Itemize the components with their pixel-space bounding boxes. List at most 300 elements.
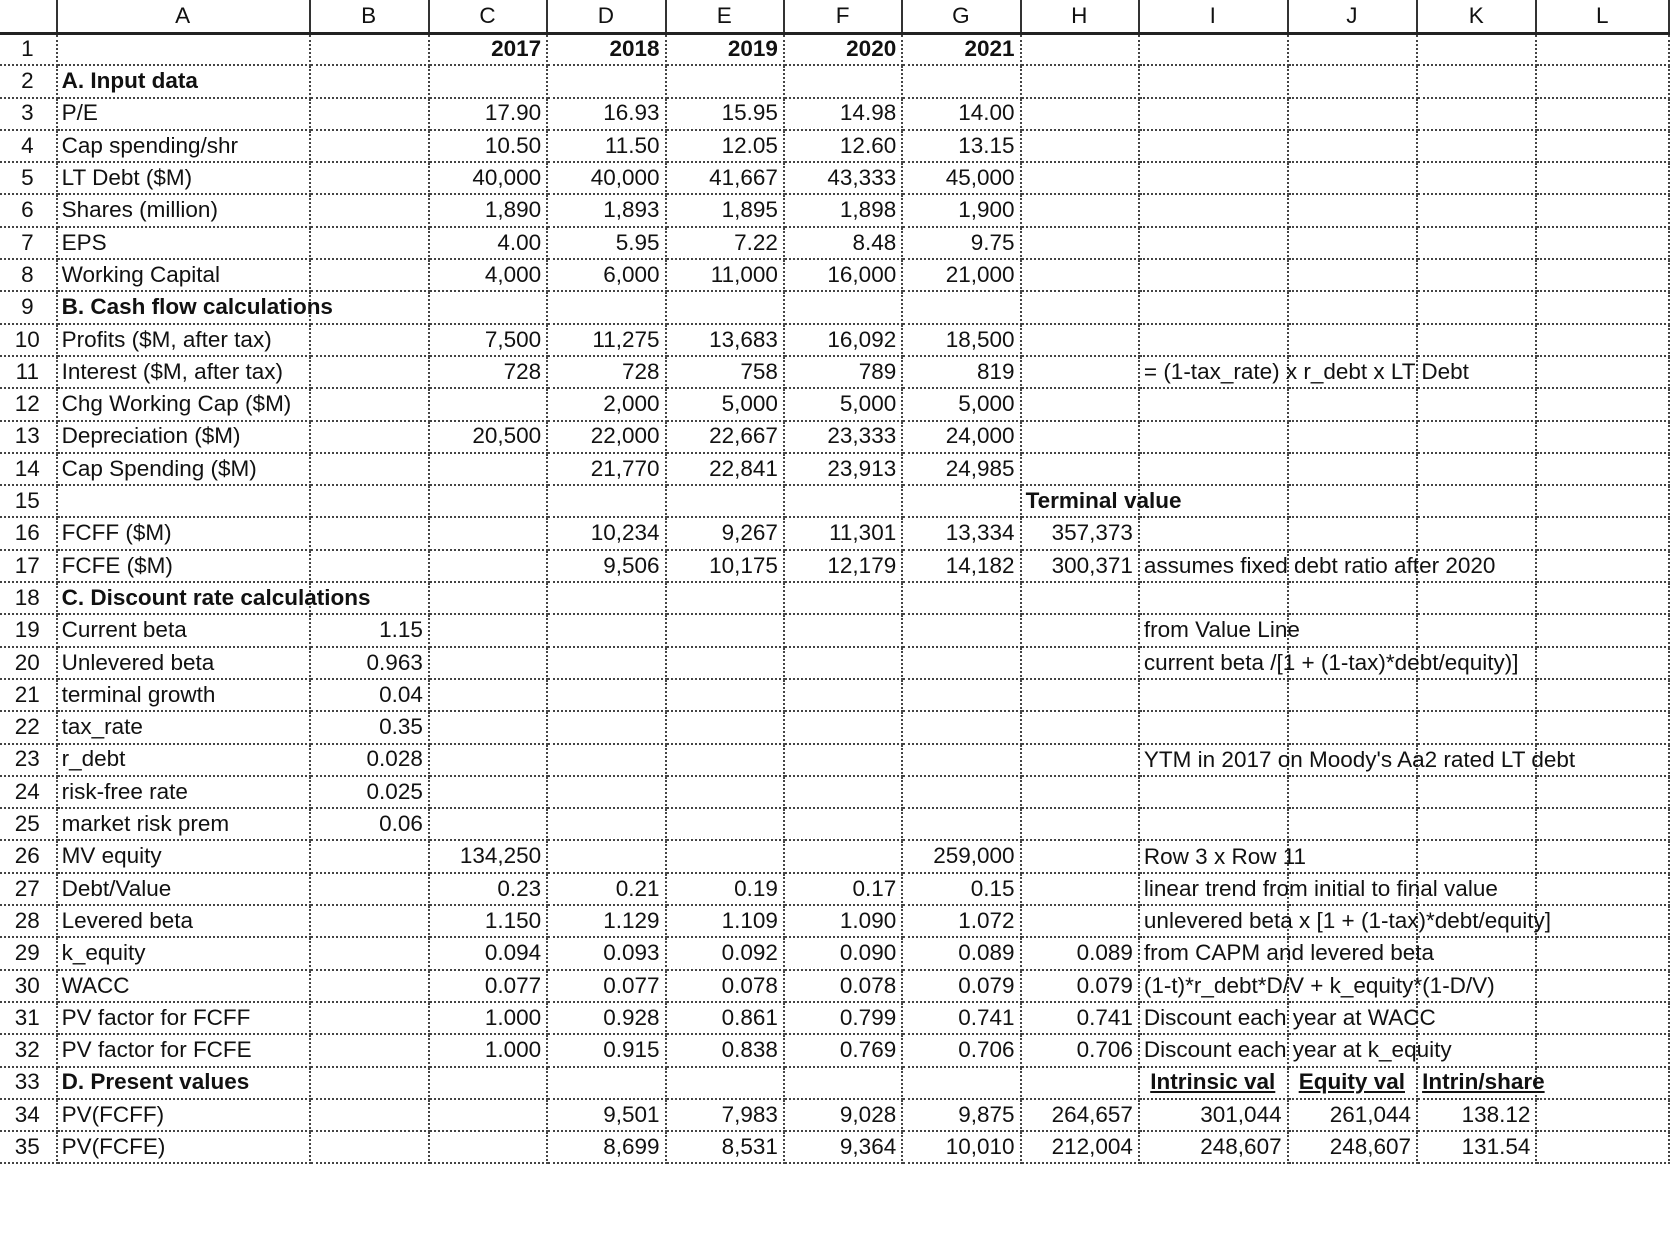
cell-f1[interactable]: 2020 <box>784 33 902 65</box>
cell-f28[interactable]: 1.090 <box>784 905 902 937</box>
cell-a27[interactable]: Debt/Value <box>57 873 310 905</box>
row-header[interactable]: 15 <box>0 485 57 517</box>
row-header[interactable]: 7 <box>0 227 57 259</box>
cell-g26[interactable]: 259,000 <box>902 840 1020 872</box>
column-header-l[interactable]: L <box>1536 0 1669 33</box>
cell-h5[interactable] <box>1021 162 1139 194</box>
cell-k2[interactable] <box>1417 65 1536 97</box>
cell-a28[interactable]: Levered beta <box>57 905 310 937</box>
cell-e35[interactable]: 8,531 <box>666 1131 784 1163</box>
row-header[interactable]: 27 <box>0 873 57 905</box>
cell-k10[interactable] <box>1417 324 1536 356</box>
cell-j22[interactable] <box>1288 711 1417 743</box>
cell-h28[interactable] <box>1021 905 1139 937</box>
cell-g35[interactable]: 10,010 <box>902 1131 1020 1163</box>
cell-f5[interactable]: 43,333 <box>784 162 902 194</box>
cell-d27[interactable]: 0.21 <box>547 873 665 905</box>
cell-d2[interactable] <box>547 65 665 97</box>
cell-i17[interactable] <box>1139 550 1496 582</box>
cell-d28[interactable]: 1.129 <box>547 905 665 937</box>
cell-j5[interactable] <box>1288 162 1417 194</box>
row-header[interactable]: 1 <box>0 33 57 65</box>
cell-k33[interactable]: Intrin/share <box>1417 1067 1536 1099</box>
cell-c15[interactable] <box>429 485 547 517</box>
column-header-h[interactable]: H <box>1021 0 1139 33</box>
cell-d8[interactable]: 6,000 <box>547 259 665 291</box>
cell-g5[interactable]: 45,000 <box>902 162 1020 194</box>
cell-d4[interactable]: 11.50 <box>547 130 665 162</box>
cell-h6[interactable] <box>1021 194 1139 226</box>
cell-k29[interactable] <box>1417 937 1536 969</box>
cell-b1[interactable] <box>310 33 429 65</box>
cell-l9[interactable] <box>1536 291 1669 323</box>
cell-h21[interactable] <box>1021 679 1139 711</box>
cell-e15[interactable] <box>666 485 784 517</box>
cell-h16[interactable]: 357,373 <box>1021 517 1139 549</box>
cell-e33[interactable] <box>666 1067 784 1099</box>
cell-i3[interactable] <box>1139 98 1288 130</box>
cell-c6[interactable]: 1,890 <box>429 194 547 226</box>
cell-g11[interactable]: 819 <box>902 356 1020 388</box>
cell-h19[interactable] <box>1021 614 1139 646</box>
row-header[interactable]: 32 <box>0 1034 57 1066</box>
cell-e31[interactable]: 0.861 <box>666 1002 784 1034</box>
cell-c35[interactable] <box>429 1131 547 1163</box>
cell-k24[interactable] <box>1417 776 1536 808</box>
cell-e23[interactable] <box>666 744 784 776</box>
cell-e14[interactable]: 22,841 <box>666 453 784 485</box>
cell-l30[interactable] <box>1536 970 1669 1002</box>
cell-f30[interactable]: 0.078 <box>784 970 902 1002</box>
cell-l35[interactable] <box>1536 1131 1669 1163</box>
cell-d17[interactable]: 9,506 <box>547 550 665 582</box>
cell-c34[interactable] <box>429 1099 547 1131</box>
cell-d29[interactable]: 0.093 <box>547 937 665 969</box>
cell-e30[interactable]: 0.078 <box>666 970 784 1002</box>
cell-g28[interactable]: 1.072 <box>902 905 1020 937</box>
cell-b7[interactable] <box>310 227 429 259</box>
cell-g25[interactable] <box>902 808 1020 840</box>
cell-h32[interactable]: 0.706 <box>1021 1034 1139 1066</box>
cell-a22[interactable]: tax_rate <box>57 711 310 743</box>
cell-b6[interactable] <box>310 194 429 226</box>
cell-d11[interactable]: 728 <box>547 356 665 388</box>
row-header[interactable]: 11 <box>0 356 57 388</box>
cell-i9[interactable] <box>1139 291 1288 323</box>
cell-b16[interactable] <box>310 517 429 549</box>
cell-b28[interactable] <box>310 905 429 937</box>
cell-a4[interactable]: Cap spending/shr <box>57 130 310 162</box>
column-header-k[interactable]: K <box>1417 0 1536 33</box>
cell-f33[interactable] <box>784 1067 902 1099</box>
cell-d31[interactable]: 0.928 <box>547 1002 665 1034</box>
cell-d15[interactable] <box>547 485 665 517</box>
cell-f18[interactable] <box>784 582 902 614</box>
cell-e34[interactable]: 7,983 <box>666 1099 784 1131</box>
cell-f25[interactable] <box>784 808 902 840</box>
cell-c30[interactable]: 0.077 <box>429 970 547 1002</box>
cell-l3[interactable] <box>1536 98 1669 130</box>
cell-a35[interactable]: PV(FCFE) <box>57 1131 310 1163</box>
cell-j7[interactable] <box>1288 227 1417 259</box>
cell-b33[interactable] <box>310 1067 429 1099</box>
cell-e27[interactable]: 0.19 <box>666 873 784 905</box>
cell-c2[interactable] <box>429 65 547 97</box>
cell-i30[interactable] <box>1139 970 1495 1002</box>
cell-b12[interactable] <box>310 388 429 420</box>
cell-e2[interactable] <box>666 65 784 97</box>
cell-l15[interactable] <box>1536 485 1669 517</box>
row-header[interactable]: 34 <box>0 1099 57 1131</box>
cell-g8[interactable]: 21,000 <box>902 259 1020 291</box>
cell-i29[interactable] <box>1139 937 1435 969</box>
cell-j21[interactable] <box>1288 679 1417 711</box>
cell-b15[interactable] <box>310 485 429 517</box>
cell-a17[interactable]: FCFE ($M) <box>57 550 310 582</box>
cell-c29[interactable]: 0.094 <box>429 937 547 969</box>
cell-a18[interactable]: C. Discount rate calculations <box>57 582 310 614</box>
cell-b3[interactable] <box>310 98 429 130</box>
cell-l24[interactable] <box>1536 776 1669 808</box>
cell-b23[interactable]: 0.028 <box>310 744 429 776</box>
cell-i6[interactable] <box>1139 194 1288 226</box>
cell-l25[interactable] <box>1536 808 1669 840</box>
cell-i34[interactable]: 301,044 <box>1139 1099 1288 1131</box>
cell-i1[interactable] <box>1139 33 1288 65</box>
cell-a7[interactable]: EPS <box>57 227 310 259</box>
cell-c23[interactable] <box>429 744 547 776</box>
cell-l27[interactable] <box>1536 873 1669 905</box>
cell-l12[interactable] <box>1536 388 1669 420</box>
row-header[interactable]: 6 <box>0 194 57 226</box>
cell-a3[interactable]: P/E <box>57 98 310 130</box>
cell-f16[interactable]: 11,301 <box>784 517 902 549</box>
cell-j24[interactable] <box>1288 776 1417 808</box>
cell-d7[interactable]: 5.95 <box>547 227 665 259</box>
cell-h18[interactable] <box>1021 582 1139 614</box>
cell-i4[interactable] <box>1139 130 1288 162</box>
cell-c8[interactable]: 4,000 <box>429 259 547 291</box>
cell-f14[interactable]: 23,913 <box>784 453 902 485</box>
cell-b11[interactable] <box>310 356 429 388</box>
row-header[interactable]: 21 <box>0 679 57 711</box>
cell-a13[interactable]: Depreciation ($M) <box>57 421 310 453</box>
cell-b24[interactable]: 0.025 <box>310 776 429 808</box>
cell-d21[interactable] <box>547 679 665 711</box>
row-header[interactable]: 17 <box>0 550 57 582</box>
cell-d32[interactable]: 0.915 <box>547 1034 665 1066</box>
cell-f11[interactable]: 789 <box>784 356 902 388</box>
cell-k6[interactable] <box>1417 194 1536 226</box>
cell-i5[interactable] <box>1139 162 1288 194</box>
cell-k12[interactable] <box>1417 388 1536 420</box>
cell-c9[interactable] <box>429 291 547 323</box>
cell-j15[interactable] <box>1288 485 1417 517</box>
cell-h4[interactable] <box>1021 130 1139 162</box>
cell-h12[interactable] <box>1021 388 1139 420</box>
cell-d3[interactable]: 16.93 <box>547 98 665 130</box>
cell-d20[interactable] <box>547 647 665 679</box>
cell-l5[interactable] <box>1536 162 1669 194</box>
cell-j8[interactable] <box>1288 259 1417 291</box>
cell-e20[interactable] <box>666 647 784 679</box>
cell-c33[interactable] <box>429 1067 547 1099</box>
cell-b25[interactable]: 0.06 <box>310 808 429 840</box>
cell-e18[interactable] <box>666 582 784 614</box>
cell-a21[interactable]: terminal growth <box>57 679 310 711</box>
cell-k35[interactable]: 131.54 <box>1417 1131 1536 1163</box>
row-header[interactable]: 25 <box>0 808 57 840</box>
cell-a25[interactable]: market risk prem <box>57 808 310 840</box>
cell-g33[interactable] <box>902 1067 1020 1099</box>
cell-a6[interactable]: Shares (million) <box>57 194 310 226</box>
cell-i18[interactable] <box>1139 582 1288 614</box>
cell-d16[interactable]: 10,234 <box>547 517 665 549</box>
cell-e16[interactable]: 9,267 <box>666 517 784 549</box>
cell-b27[interactable] <box>310 873 429 905</box>
cell-h29[interactable]: 0.089 <box>1021 937 1139 969</box>
cell-f31[interactable]: 0.799 <box>784 1002 902 1034</box>
row-header[interactable]: 29 <box>0 937 57 969</box>
row-header[interactable]: 9 <box>0 291 57 323</box>
cell-i16[interactable] <box>1139 517 1288 549</box>
row-header[interactable]: 2 <box>0 65 57 97</box>
cell-e3[interactable]: 15.95 <box>666 98 784 130</box>
row-header[interactable]: 14 <box>0 453 57 485</box>
cell-b14[interactable] <box>310 453 429 485</box>
cell-a20[interactable]: Unlevered beta <box>57 647 310 679</box>
cell-i24[interactable] <box>1139 776 1288 808</box>
cell-b20[interactable]: 0.963 <box>310 647 429 679</box>
cell-c27[interactable]: 0.23 <box>429 873 547 905</box>
cell-a26[interactable]: MV equity <box>57 840 310 872</box>
cell-e5[interactable]: 41,667 <box>666 162 784 194</box>
cell-c28[interactable]: 1.150 <box>429 905 547 937</box>
cell-d5[interactable]: 40,000 <box>547 162 665 194</box>
cell-a31[interactable]: PV factor for FCFF <box>57 1002 310 1034</box>
cell-a16[interactable]: FCFF ($M) <box>57 517 310 549</box>
cell-l8[interactable] <box>1536 259 1669 291</box>
cell-e4[interactable]: 12.05 <box>666 130 784 162</box>
cell-d18[interactable] <box>547 582 665 614</box>
cell-l34[interactable] <box>1536 1099 1669 1131</box>
cell-f2[interactable] <box>784 65 902 97</box>
cell-c13[interactable]: 20,500 <box>429 421 547 453</box>
cell-l1[interactable] <box>1536 33 1669 65</box>
cell-i33[interactable]: Intrinsic val <box>1139 1067 1288 1099</box>
row-header[interactable]: 16 <box>0 517 57 549</box>
cell-d25[interactable] <box>547 808 665 840</box>
cell-d1[interactable]: 2018 <box>547 33 665 65</box>
cell-i31[interactable] <box>1139 1002 1436 1034</box>
cell-c16[interactable] <box>429 517 547 549</box>
cell-b22[interactable]: 0.35 <box>310 711 429 743</box>
cell-k26[interactable] <box>1417 840 1536 872</box>
cell-h14[interactable] <box>1021 453 1139 485</box>
column-header-c[interactable]: C <box>429 0 547 33</box>
cell-f8[interactable]: 16,000 <box>784 259 902 291</box>
cell-k4[interactable] <box>1417 130 1536 162</box>
cell-e13[interactable]: 22,667 <box>666 421 784 453</box>
cell-d13[interactable]: 22,000 <box>547 421 665 453</box>
cell-h3[interactable] <box>1021 98 1139 130</box>
cell-k18[interactable] <box>1417 582 1536 614</box>
row-header[interactable]: 8 <box>0 259 57 291</box>
cell-g34[interactable]: 9,875 <box>902 1099 1020 1131</box>
cell-b30[interactable] <box>310 970 429 1002</box>
cell-f4[interactable]: 12.60 <box>784 130 902 162</box>
cell-d24[interactable] <box>547 776 665 808</box>
row-header[interactable]: 19 <box>0 614 57 646</box>
cell-g27[interactable]: 0.15 <box>902 873 1020 905</box>
cell-l18[interactable] <box>1536 582 1669 614</box>
cell-e32[interactable]: 0.838 <box>666 1034 784 1066</box>
cell-d23[interactable] <box>547 744 665 776</box>
cell-b26[interactable] <box>310 840 429 872</box>
cell-b21[interactable]: 0.04 <box>310 679 429 711</box>
select-all-corner[interactable] <box>0 0 57 33</box>
row-header[interactable]: 26 <box>0 840 57 872</box>
cell-i2[interactable] <box>1139 65 1288 97</box>
cell-g7[interactable]: 9.75 <box>902 227 1020 259</box>
cell-e22[interactable] <box>666 711 784 743</box>
cell-g10[interactable]: 18,500 <box>902 324 1020 356</box>
cell-k25[interactable] <box>1417 808 1536 840</box>
cell-k13[interactable] <box>1417 421 1536 453</box>
cell-b2[interactable] <box>310 65 429 97</box>
cell-i26[interactable] <box>1139 840 1307 872</box>
cell-a30[interactable]: WACC <box>57 970 310 1002</box>
cell-d33[interactable] <box>547 1067 665 1099</box>
cell-j26[interactable] <box>1288 840 1417 872</box>
cell-a33[interactable]: D. Present values <box>57 1067 310 1099</box>
cell-f24[interactable] <box>784 776 902 808</box>
cell-e8[interactable]: 11,000 <box>666 259 784 291</box>
cell-i8[interactable] <box>1139 259 1288 291</box>
cell-f26[interactable] <box>784 840 902 872</box>
column-header-d[interactable]: D <box>547 0 665 33</box>
cell-i11[interactable] <box>1139 356 1469 388</box>
cell-b35[interactable] <box>310 1131 429 1163</box>
cell-j25[interactable] <box>1288 808 1417 840</box>
cell-f17[interactable]: 12,179 <box>784 550 902 582</box>
cell-j12[interactable] <box>1288 388 1417 420</box>
cell-k8[interactable] <box>1417 259 1536 291</box>
cell-c25[interactable] <box>429 808 547 840</box>
column-header-j[interactable]: J <box>1288 0 1417 33</box>
cell-a9[interactable]: B. Cash flow calculations <box>57 291 310 323</box>
cell-h10[interactable] <box>1021 324 1139 356</box>
cell-e17[interactable]: 10,175 <box>666 550 784 582</box>
cell-a29[interactable]: k_equity <box>57 937 310 969</box>
cell-j10[interactable] <box>1288 324 1417 356</box>
cell-i32[interactable] <box>1139 1034 1452 1066</box>
cell-b4[interactable] <box>310 130 429 162</box>
cell-c26[interactable]: 134,250 <box>429 840 547 872</box>
cell-h35[interactable]: 212,004 <box>1021 1131 1139 1163</box>
cell-c3[interactable]: 17.90 <box>429 98 547 130</box>
cell-f35[interactable]: 9,364 <box>784 1131 902 1163</box>
cell-f3[interactable]: 14.98 <box>784 98 902 130</box>
row-header[interactable]: 28 <box>0 905 57 937</box>
cell-g3[interactable]: 14.00 <box>902 98 1020 130</box>
cell-g17[interactable]: 14,182 <box>902 550 1020 582</box>
cell-g22[interactable] <box>902 711 1020 743</box>
column-header-g[interactable]: G <box>902 0 1020 33</box>
cell-h22[interactable] <box>1021 711 1139 743</box>
cell-e11[interactable]: 758 <box>666 356 784 388</box>
cell-f13[interactable]: 23,333 <box>784 421 902 453</box>
cell-h2[interactable] <box>1021 65 1139 97</box>
cell-b19[interactable]: 1.15 <box>310 614 429 646</box>
cell-c4[interactable]: 10.50 <box>429 130 547 162</box>
cell-h26[interactable] <box>1021 840 1139 872</box>
cell-i7[interactable] <box>1139 227 1288 259</box>
cell-g30[interactable]: 0.079 <box>902 970 1020 1002</box>
cell-a34[interactable]: PV(FCFF) <box>57 1099 310 1131</box>
cell-a24[interactable]: risk-free rate <box>57 776 310 808</box>
cell-a32[interactable]: PV factor for FCFE <box>57 1034 310 1066</box>
cell-c17[interactable] <box>429 550 547 582</box>
cell-g16[interactable]: 13,334 <box>902 517 1020 549</box>
cell-g32[interactable]: 0.706 <box>902 1034 1020 1066</box>
cell-e26[interactable] <box>666 840 784 872</box>
cell-c21[interactable] <box>429 679 547 711</box>
cell-f32[interactable]: 0.769 <box>784 1034 902 1066</box>
row-header[interactable]: 23 <box>0 744 57 776</box>
cell-i13[interactable] <box>1139 421 1288 453</box>
cell-e12[interactable]: 5,000 <box>666 388 784 420</box>
cell-j33[interactable]: Equity val <box>1288 1067 1417 1099</box>
cell-e10[interactable]: 13,683 <box>666 324 784 356</box>
cell-l10[interactable] <box>1536 324 1669 356</box>
cell-f21[interactable] <box>784 679 902 711</box>
cell-l20[interactable] <box>1536 647 1669 679</box>
row-header[interactable]: 22 <box>0 711 57 743</box>
cell-d26[interactable] <box>547 840 665 872</box>
cell-c24[interactable] <box>429 776 547 808</box>
cell-g14[interactable]: 24,985 <box>902 453 1020 485</box>
cell-l2[interactable] <box>1536 65 1669 97</box>
row-header[interactable]: 18 <box>0 582 57 614</box>
cell-d34[interactable]: 9,501 <box>547 1099 665 1131</box>
cell-l22[interactable] <box>1536 711 1669 743</box>
cell-g15[interactable] <box>902 485 1020 517</box>
cell-h11[interactable] <box>1021 356 1139 388</box>
cell-l31[interactable] <box>1536 1002 1669 1034</box>
cell-j35[interactable]: 248,607 <box>1288 1131 1417 1163</box>
cell-k14[interactable] <box>1417 453 1536 485</box>
cell-f27[interactable]: 0.17 <box>784 873 902 905</box>
cell-c32[interactable]: 1.000 <box>429 1034 547 1066</box>
cell-d12[interactable]: 2,000 <box>547 388 665 420</box>
cell-g19[interactable] <box>902 614 1020 646</box>
cell-k7[interactable] <box>1417 227 1536 259</box>
cell-f12[interactable]: 5,000 <box>784 388 902 420</box>
cell-i28[interactable] <box>1139 905 1552 937</box>
cell-b10[interactable] <box>310 324 429 356</box>
cell-h15[interactable] <box>1021 485 1182 517</box>
row-header[interactable]: 4 <box>0 130 57 162</box>
cell-c1[interactable]: 2017 <box>429 33 547 65</box>
cell-k15[interactable] <box>1417 485 1536 517</box>
cell-h27[interactable] <box>1021 873 1139 905</box>
cell-b31[interactable] <box>310 1002 429 1034</box>
cell-j14[interactable] <box>1288 453 1417 485</box>
cell-l17[interactable] <box>1536 550 1669 582</box>
cell-i19[interactable] <box>1139 614 1300 646</box>
cell-g6[interactable]: 1,900 <box>902 194 1020 226</box>
